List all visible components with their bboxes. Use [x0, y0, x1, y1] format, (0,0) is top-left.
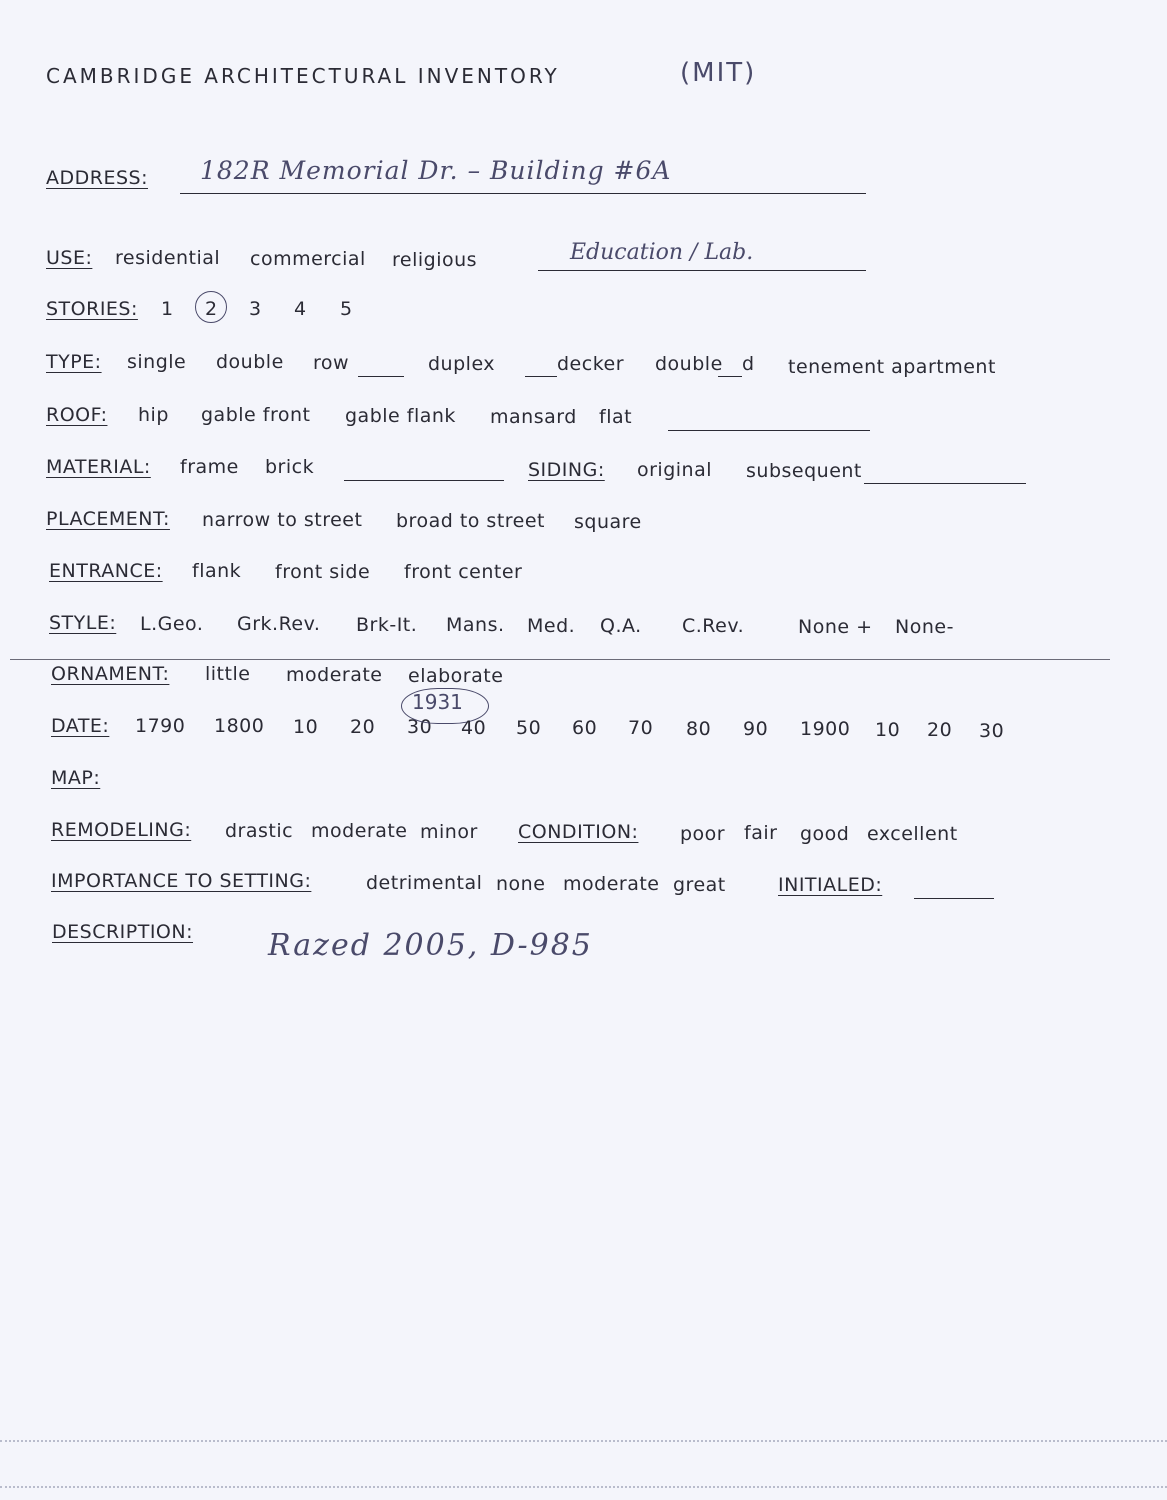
entrance-option-front-side: front side — [275, 561, 371, 583]
initialed-label: INITIALED: — [778, 874, 883, 896]
type-option-single: single — [127, 351, 187, 373]
entrance-label: ENTRANCE: — [49, 560, 163, 582]
date-option: 20 — [350, 716, 376, 738]
importance-option-great: great — [673, 874, 726, 896]
date-handwritten: 1931 — [412, 690, 463, 714]
type-label: TYPE: — [46, 351, 102, 373]
address-value: 182R Memorial Dr. – Building #6A — [200, 156, 672, 185]
placement-label: PLACEMENT: — [46, 508, 170, 530]
placement-option-broad: broad to street — [396, 510, 546, 532]
address-line — [180, 193, 866, 194]
condition-label: CONDITION: — [518, 821, 639, 843]
style-option-qa: Q.A. — [600, 615, 642, 637]
roof-line — [668, 430, 870, 431]
ornament-label: ORNAMENT: — [51, 663, 170, 685]
style-option-brkit: Brk-It. — [356, 614, 418, 636]
style-label: STYLE: — [49, 612, 117, 634]
use-label: USE: — [46, 247, 93, 269]
type-option-decker: decker — [557, 353, 625, 375]
map-label: MAP: — [51, 767, 101, 789]
date-option: 50 — [516, 717, 542, 739]
date-option: 90 — [743, 718, 769, 740]
style-option-mans: Mans. — [446, 614, 505, 636]
type-decker-line — [525, 376, 557, 377]
material-line — [344, 480, 504, 481]
importance-option-moderate: moderate — [563, 873, 660, 895]
remodeling-option-moderate: moderate — [311, 820, 408, 842]
description-value: Razed 2005, D-985 — [268, 928, 593, 963]
initialed-line — [914, 898, 994, 899]
date-option: 1900 — [800, 718, 851, 740]
date-option-circled: 30 — [407, 716, 433, 738]
date-option: 40 — [461, 717, 487, 739]
type-option-double: double — [216, 351, 284, 373]
remodeling-label: REMODELING: — [51, 819, 192, 841]
type-option-row: row — [313, 352, 350, 374]
material-option-brick: brick — [265, 456, 315, 478]
siding-line — [864, 483, 1026, 484]
date-option: 1790 — [135, 715, 186, 737]
use-line — [538, 270, 866, 271]
stories-option-2: 2 — [205, 298, 218, 320]
type-option-duplex: duplex — [428, 353, 496, 375]
material-option-frame: frame — [180, 456, 239, 478]
type-double-d-line — [718, 376, 742, 377]
style-option-med: Med. — [527, 615, 576, 637]
stories-option-4: 4 — [294, 298, 307, 320]
type-option-double-d: double — [655, 353, 723, 375]
remodeling-option-minor: minor — [420, 821, 478, 843]
placement-option-narrow: narrow to street — [202, 509, 363, 531]
section-divider — [10, 659, 1110, 660]
style-option-grkrev: Grk.Rev. — [237, 613, 321, 635]
use-written: Education / Lab. — [570, 240, 754, 265]
condition-option-good: good — [800, 823, 850, 845]
stories-option-5: 5 — [340, 298, 353, 320]
siding-option-subsequent: subsequent — [746, 460, 862, 482]
use-option-commercial: commercial — [250, 248, 366, 270]
date-option: 80 — [686, 718, 712, 740]
style-option-lgeo: L.Geo. — [140, 613, 204, 635]
roof-option-hip: hip — [138, 404, 169, 426]
use-option-religious: religious — [392, 249, 478, 271]
date-option: 1800 — [214, 715, 265, 737]
material-label: MATERIAL: — [46, 456, 151, 478]
date-option: 60 — [572, 717, 598, 739]
stories-option-3: 3 — [249, 298, 262, 320]
importance-option-none: none — [496, 873, 546, 895]
date-option: 70 — [628, 717, 654, 739]
type-row-line — [358, 376, 404, 377]
roof-option-gable-flank: gable flank — [345, 405, 456, 427]
siding-label: SIDING: — [528, 459, 605, 481]
scan-noise — [0, 1440, 1167, 1450]
date-option: 30 — [979, 720, 1005, 742]
stories-circle — [195, 291, 227, 323]
ornament-option-little: little — [205, 663, 251, 685]
date-option: 10 — [875, 719, 901, 741]
siding-option-original: original — [637, 459, 713, 481]
scan-noise — [0, 1486, 1167, 1496]
condition-option-fair: fair — [744, 822, 778, 844]
remodeling-option-drastic: drastic — [225, 820, 294, 842]
importance-option-detrimental: detrimental — [366, 872, 483, 894]
style-option-none-plus: None + — [798, 616, 873, 638]
placement-option-square: square — [574, 511, 642, 533]
form-title: CAMBRIDGE ARCHITECTURAL INVENTORY — [46, 64, 560, 88]
entrance-option-front-center: front center — [404, 561, 523, 583]
address-label: ADDRESS: — [46, 167, 148, 189]
condition-option-poor: poor — [680, 823, 726, 845]
roof-option-gable-front: gable front — [201, 404, 311, 426]
style-option-crev: C.Rev. — [682, 615, 745, 637]
ornament-option-moderate: moderate — [286, 664, 383, 686]
date-label: DATE: — [51, 715, 110, 737]
ornament-option-elaborate: elaborate — [408, 665, 504, 687]
stories-label: STORIES: — [46, 298, 138, 320]
use-option-residential: residential — [115, 247, 221, 269]
importance-label: IMPORTANCE TO SETTING: — [51, 870, 312, 892]
type-option-d: d — [742, 353, 755, 375]
roof-label: ROOF: — [46, 404, 108, 426]
handwritten-tag: (MIT) — [680, 58, 757, 88]
date-option: 10 — [293, 716, 319, 738]
roof-option-mansard: mansard — [490, 406, 577, 428]
description-label: DESCRIPTION: — [52, 921, 194, 943]
stories-option-1: 1 — [161, 298, 174, 320]
style-option-none-minus: None- — [895, 616, 954, 638]
condition-option-excellent: excellent — [867, 823, 958, 845]
date-option: 20 — [927, 719, 953, 741]
type-option-tenement: tenement apartment — [788, 356, 996, 378]
entrance-option-flank: flank — [192, 560, 242, 582]
roof-option-flat: flat — [599, 406, 633, 428]
